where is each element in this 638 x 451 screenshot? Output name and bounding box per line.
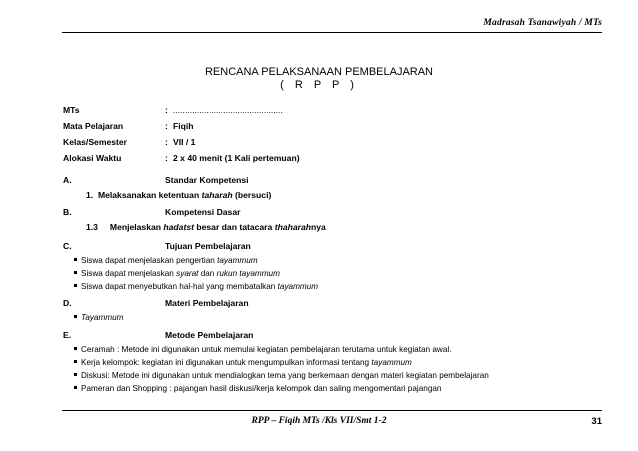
item-number: 1. bbox=[86, 190, 94, 200]
identity-label-class: Kelas/Semester bbox=[63, 137, 128, 147]
section-b-letter: B. bbox=[63, 207, 72, 217]
page-header: Madrasah Tsanawiyah / MTs bbox=[483, 18, 602, 28]
list-item: Siswa dapat menjelaskan syarat dan rukun tayammum bbox=[74, 269, 280, 278]
list-item: Siswa dapat menyebutkan hal-hal yang membatalkan tayammum bbox=[74, 282, 318, 291]
item-number: 1.3 bbox=[86, 222, 98, 232]
list-item: Pameran dan Shopping : pajangan hasil diskusi/kerja kelompok dan saling mengomentari pajangan bbox=[74, 384, 441, 393]
list-item: Diskusi: Metode ini digunakan untuk mendialogkan tema yang berkemaan dengan materi kegiatan pembelajaran bbox=[74, 371, 489, 380]
bullet-icon bbox=[74, 271, 77, 274]
identity-colon: : bbox=[165, 153, 168, 163]
section-d-letter: D. bbox=[63, 298, 72, 308]
bullet-icon bbox=[74, 284, 77, 287]
item-text: nya bbox=[311, 222, 326, 232]
item-text: (bersuci) bbox=[232, 190, 272, 200]
list-item: Siswa dapat menjelaskan pengertian tayammum bbox=[74, 256, 258, 265]
identity-value-class: VII / 1 bbox=[173, 137, 196, 147]
section-e-title: Metode Pembelajaran bbox=[165, 330, 254, 340]
identity-value-time: 2 x 40 menit (1 Kali pertemuan) bbox=[173, 153, 300, 163]
footer-rule bbox=[62, 410, 602, 411]
document-title: RENCANA PELAKSANAAN PEMBELAJARAN bbox=[204, 66, 434, 78]
identity-label-time: Alokasi Waktu bbox=[63, 153, 122, 163]
section-d-title: Materi Pembelajaran bbox=[165, 298, 249, 308]
list-item: Ceramah : Metode ini digunakan untuk memulai kegiatan pembelajaran terutama untuk kegiatan awal. bbox=[74, 345, 451, 354]
item-text: Menjelaskan bbox=[109, 222, 164, 232]
document-subtitle: ( R P P ) bbox=[280, 79, 358, 91]
section-c-letter: C. bbox=[63, 241, 72, 251]
section-a-item bbox=[86, 190, 271, 200]
bullet-icon bbox=[74, 386, 77, 389]
item-emphasis: thaharah bbox=[274, 222, 311, 232]
identity-label-subject: Mata Pelajaran bbox=[63, 121, 124, 131]
list-item: Kerja kelompok: kegiatan ini digunakan untuk mengumpulkan informasi tentang tayammum bbox=[74, 358, 412, 367]
section-e-letter: E. bbox=[63, 330, 72, 340]
page-footer: RPP – Fiqih MTs /Kls VII/Smt 1-2 bbox=[251, 416, 387, 426]
header-rule bbox=[62, 32, 602, 33]
identity-colon: : bbox=[165, 137, 168, 147]
section-a-title: Standar Kompetensi bbox=[165, 175, 249, 185]
bullet-icon bbox=[74, 360, 77, 363]
identity-value-school: .............................................. bbox=[173, 105, 283, 115]
identity-label-school: MTs bbox=[63, 105, 80, 115]
bullet-icon bbox=[74, 373, 77, 376]
bullet-icon bbox=[74, 315, 77, 318]
list-item: Tayammum bbox=[74, 313, 123, 322]
item-emphasis: hadatst bbox=[163, 222, 194, 232]
bullet-icon bbox=[74, 347, 77, 350]
item-emphasis: taharah bbox=[201, 190, 233, 200]
item-text: Melaksanakan ketentuan bbox=[97, 190, 202, 200]
bullet-icon bbox=[74, 258, 77, 261]
section-a-letter: A. bbox=[63, 175, 72, 185]
section-b-title: Kompetensi Dasar bbox=[165, 207, 241, 217]
section-c-title: Tujuan Pembelajaran bbox=[165, 241, 251, 251]
identity-colon: : bbox=[165, 121, 168, 131]
page-number: 31 bbox=[591, 416, 602, 427]
identity-colon: : bbox=[165, 105, 168, 115]
identity-value-subject: Fiqih bbox=[173, 121, 194, 131]
section-b-item bbox=[86, 222, 326, 232]
item-text: besar dan tatacara bbox=[193, 222, 275, 232]
